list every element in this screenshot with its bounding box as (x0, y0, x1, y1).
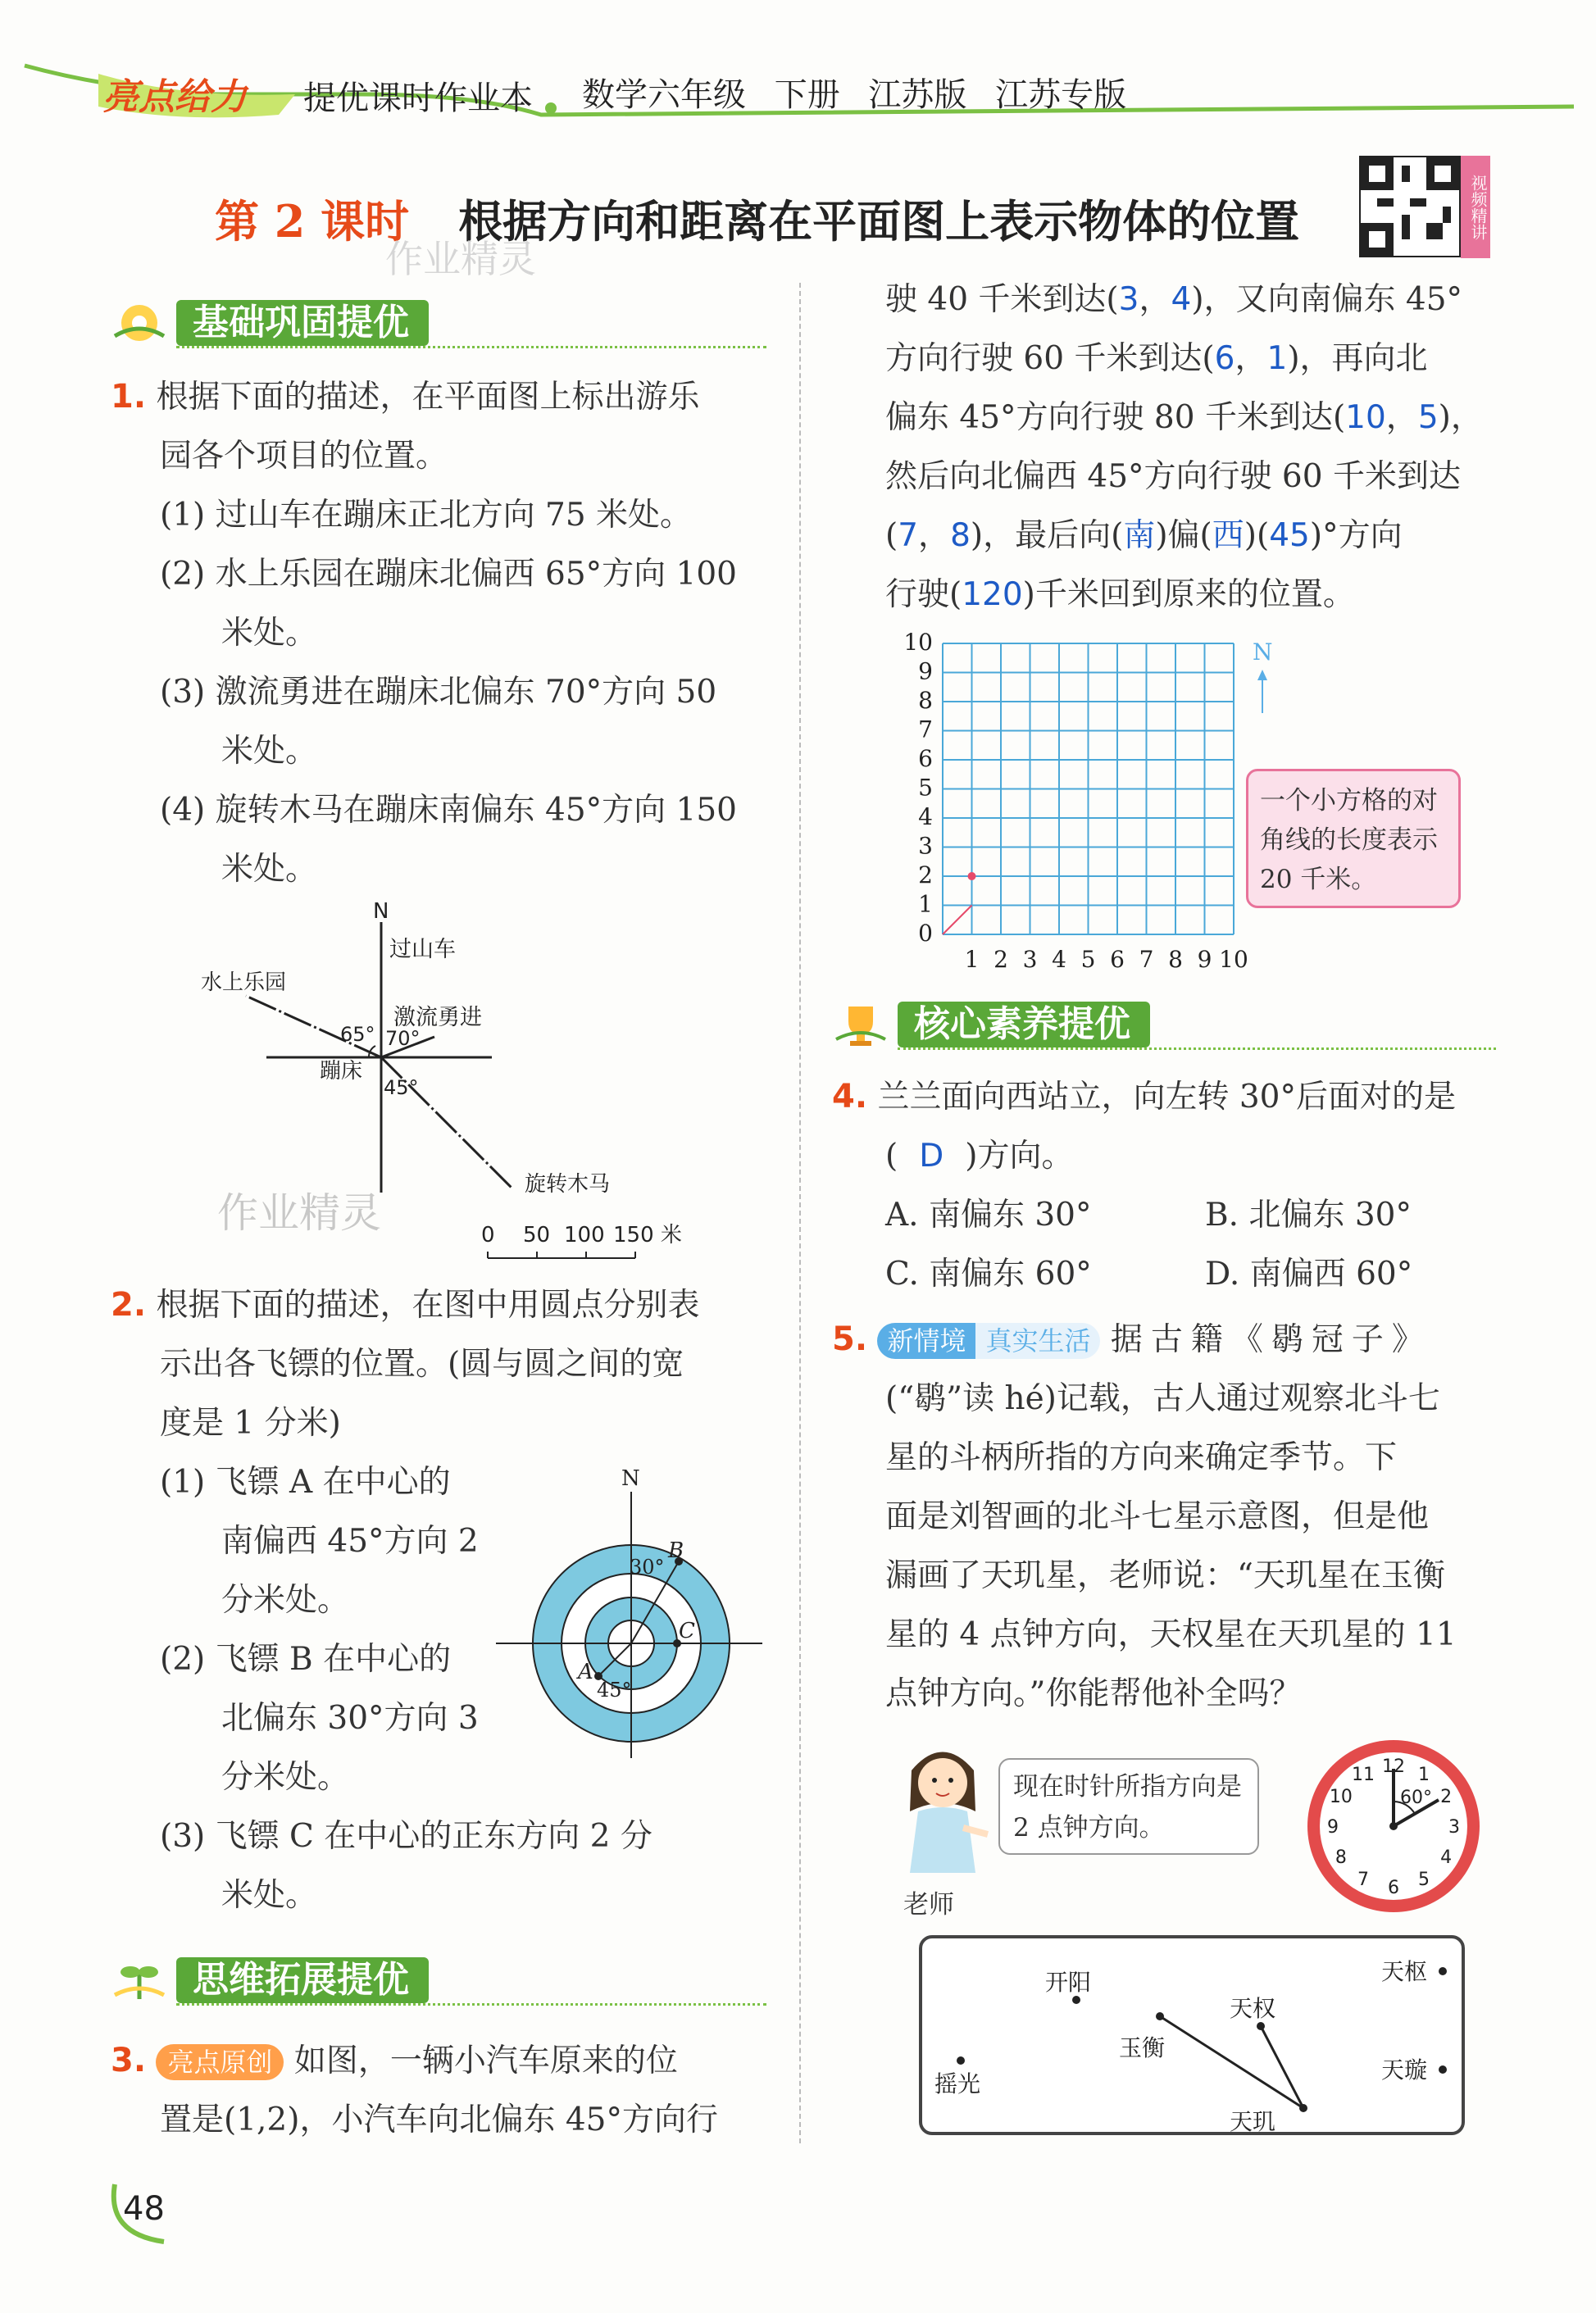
header-subtitle: 提优课时作业本 (303, 80, 533, 117)
angle-45: 45° (384, 1076, 419, 1099)
label-tianji: 天玑 (1230, 2108, 1276, 2135)
section-basic (111, 297, 766, 346)
sprout-icon (111, 1954, 168, 2006)
sub-item-4: (4) 旋转木马在蹦床南偏东 45°方向 150 (160, 792, 737, 829)
scale-note: 一个小方格的对角线的长度表示 20 千米。 (1246, 769, 1461, 908)
question-number: 1. (111, 378, 147, 416)
option-c[interactable]: C. 南偏东 60° (885, 1256, 1092, 1293)
question-number: 2. (111, 1286, 147, 1324)
qr-label: 视频精讲 (1461, 156, 1490, 258)
text: 方向行驶 60 千米到达( (885, 340, 1215, 377)
question-text: 兰兰面向西站立，向左转 30°后面对的是 (877, 1079, 1456, 1116)
label-yuheng: 玉衡 (1119, 2034, 1166, 2061)
y-tick-label: 1 (918, 890, 933, 918)
sub-item-3: (3) 飞镖 C 在中心的正东方向 2 分 (160, 1818, 652, 1855)
question-text: 园各个项目的位置。 (160, 438, 448, 475)
sub-item-4-cont: 米处。 (221, 851, 318, 888)
north-arrow (1246, 635, 1279, 717)
question-text: 点钟方向。”你能帮他补全吗？ (885, 1675, 1302, 1712)
y-tick-label: 4 (918, 803, 933, 830)
label-water-park: 水上乐园 (201, 970, 287, 995)
clock-number: 7 (1357, 1870, 1369, 1891)
text: )，再向北 (1287, 340, 1428, 377)
column-divider (799, 283, 801, 2143)
watermark-top: 作业精灵 (385, 237, 536, 281)
page-header (25, 57, 1574, 131)
label-yaoguang: 摇光 (934, 2070, 981, 2097)
x-tick-label: 2 (994, 946, 1008, 973)
question-text: 置是(1,2)，小汽车向北偏东 45°方向行 (160, 2102, 718, 2138)
question-number: 3. (111, 2042, 147, 2079)
watermark-mid: 作业精灵 (217, 1189, 381, 1237)
question-5 (832, 1310, 1512, 1724)
answer: 120 (962, 576, 1023, 613)
lesson-title: 根据方向和距离在平面图上表示物体的位置 (458, 195, 1300, 248)
question-text: 度是 1 分米) (160, 1405, 341, 1442)
answer: 8 (950, 517, 971, 554)
clock-number: 10 (1329, 1787, 1353, 1807)
text: )°方向 (1309, 517, 1403, 554)
question-text: )方向。 (965, 1138, 1074, 1175)
answer: 4 (1171, 281, 1192, 318)
y-tick-label: 0 (918, 920, 933, 947)
answer: 1 (1266, 340, 1288, 377)
y-tick-label: 2 (918, 861, 933, 888)
clock (1303, 1736, 1492, 1924)
sub-item-1-cont: 分米处。 (221, 1582, 350, 1619)
y-tick-label: 9 (918, 657, 933, 685)
section-title: 基础巩固提优 (176, 300, 429, 346)
big-dipper-map (918, 1934, 1467, 2139)
qr-code[interactable] (1359, 156, 1461, 257)
teacher-label: 老师 (903, 1890, 954, 1920)
answer: 7 (898, 517, 919, 554)
section-title: 思维拓展提优 (176, 1957, 429, 2003)
page-number: 48 (123, 2190, 165, 2228)
text: 然后向北偏西 45°方向行驶 60 千米到达 (885, 458, 1461, 495)
clock-angle: 60° (1400, 1788, 1432, 1808)
sub-item-1: (1) 过山车在蹦床正北方向 75 米处。 (160, 497, 693, 534)
x-tick-label: 6 (1110, 946, 1125, 973)
label-tianxuan: 天璇 (1381, 2056, 1428, 2084)
y-tick-label: 6 (918, 745, 933, 772)
north-label: N (1253, 638, 1273, 666)
question-text: 根据下面的描述，在平面图上标出游乐 (156, 379, 700, 416)
x-tick-label: 10 (1219, 946, 1248, 973)
sub-item-2: (2) 飞镖 B 在中心的 (160, 1641, 452, 1678)
star-kaiyang (1072, 1996, 1080, 2004)
clock-number: 11 (1352, 1764, 1375, 1785)
label-roller-coaster: 过山车 (389, 937, 456, 962)
question-number: 4. (832, 1078, 868, 1116)
angle-45: 45° (597, 1679, 632, 1702)
sub-item-1: (1) 飞镖 A 在中心的 (160, 1464, 451, 1501)
scale-tick: 150 米 (613, 1223, 682, 1247)
clock-number: 9 (1327, 1817, 1339, 1838)
clock-number: 5 (1418, 1870, 1430, 1891)
text: 行驶( (885, 576, 962, 613)
north-label: N (373, 899, 389, 924)
label-tianquan: 天权 (1230, 1995, 1276, 2022)
label-c: C (679, 1619, 695, 1643)
y-tick-label: 7 (918, 716, 933, 743)
sub-item-2-cont: 分米处。 (221, 1759, 350, 1796)
clock-number: 2 (1440, 1787, 1453, 1807)
real-life-tag: 真实生活 (975, 1323, 1100, 1359)
label-a: A (578, 1660, 593, 1684)
option-a[interactable]: A. 南偏东 30° (885, 1197, 1092, 1234)
star-tianshu (1439, 1967, 1447, 1975)
answer: 西 (1212, 517, 1244, 554)
question-1 (111, 367, 766, 899)
clock-number: 8 (1335, 1847, 1347, 1868)
answer: 3 (1118, 281, 1139, 318)
answer: 5 (1417, 399, 1439, 436)
text: )偏( (1155, 517, 1212, 554)
lesson-number: 第 2 课时 (215, 195, 410, 248)
x-tick-label: 3 (1022, 946, 1038, 973)
sub-item-3-cont: 米处。 (221, 1877, 318, 1914)
north-label: N (621, 1466, 640, 1491)
sub-item-2-cont: 北偏东 30°方向 3 (221, 1700, 479, 1737)
question-3-start (111, 2031, 775, 2150)
coordinate-grid (893, 631, 1271, 975)
question-text: (“鹖”读 hé)记载，古人通过观察北斗七 (885, 1380, 1440, 1417)
question-text: 示出各飞镖的位置。(圆与圆之间的宽 (160, 1346, 684, 1383)
clock-number: 6 (1388, 1878, 1399, 1898)
question-text: 据古籍《鹖冠子》 (1110, 1321, 1432, 1358)
star-tianji (1299, 2104, 1307, 2112)
text: )， (1438, 399, 1483, 436)
label-carousel: 旋转木马 (525, 1172, 611, 1197)
question-3-cont: 驶 40 千米到达(3，4)，又向南偏东 45° 方向行驶 60 千米到达(6，1)，再向北 偏东 45°方向行驶 80 千米到达(10，5)， 然后向北偏西 45°方向行驶 60 千米到达 (7，8)，最后向(南)偏(西)(45)°方向 行驶(120)千米回到原来的位置。 (885, 270, 1525, 625)
scale-tick: 100 (564, 1223, 605, 1247)
clock-number: 12 (1382, 1756, 1405, 1777)
question-text: 根据下面的描述，在图中用圆点分别表 (156, 1287, 700, 1324)
option-d[interactable]: D. 南偏西 60° (1205, 1256, 1413, 1293)
brand-logo: 亮点给力 (102, 76, 247, 118)
x-tick-label: 8 (1168, 946, 1183, 973)
start-path (943, 906, 972, 935)
y-tick-label: 8 (918, 687, 933, 714)
section-core (832, 998, 1496, 1047)
text: )千米回到原来的位置。 (1022, 576, 1355, 613)
header-info: 数学六年级 下册 江苏版 江苏专版 (582, 76, 1127, 114)
sub-item-2-cont: 米处。 (221, 615, 318, 652)
y-tick-label: 3 (918, 832, 933, 860)
original-tag: 亮点原创 (156, 2044, 284, 2080)
dartboard-figure (492, 1459, 771, 1770)
new-context-tag: 新情境 (877, 1323, 975, 1359)
answer: D (919, 1138, 944, 1175)
scale-tick: 0 (481, 1223, 495, 1247)
question-text: 如图，一辆小汽车原来的位 (293, 2043, 678, 2079)
x-tick-label: 5 (1080, 946, 1096, 973)
sub-item-3: (3) 激流勇进在蹦床北偏东 70°方向 50 (160, 674, 717, 711)
x-tick-label: 7 (1139, 946, 1154, 973)
sub-item-2: (2) 水上乐园在蹦床北偏西 65°方向 100 (160, 556, 737, 593)
question-text: 面是刘智画的北斗七星示意图，但是他 (885, 1498, 1430, 1535)
label-kaiyang: 开阳 (1045, 1969, 1092, 1996)
star-yaoguang (957, 2056, 965, 2065)
option-b[interactable]: B. 北偏东 30° (1205, 1197, 1412, 1234)
question-4: 4. 兰兰面向西站立，向左转 30°后面对的是 ( D )方向。 A. 南偏东 30° B. 北偏东 30° C. 南偏东 60° D. 南偏西 60° (832, 1067, 1512, 1304)
answer: 6 (1214, 340, 1235, 377)
angle-30: 30° (630, 1556, 665, 1579)
speech-bubble: 现在时针所指方向是 2 点钟方向。 (998, 1758, 1259, 1855)
question-text: 星的斗柄所指的方向来确定季节。下 (885, 1439, 1398, 1476)
answer: 45 (1269, 517, 1310, 554)
question-number: 5. (832, 1320, 868, 1358)
page-corner-decoration (107, 2176, 189, 2250)
x-tick-label: 9 (1197, 946, 1212, 973)
trophy-icon (832, 998, 889, 1051)
teacher-illustration (893, 1738, 992, 1885)
angle-65: 65° (340, 1023, 375, 1046)
start-point (968, 872, 976, 880)
sub-item-3-cont: 米处。 (221, 733, 318, 770)
section-title: 核心素养提优 (898, 1002, 1150, 1047)
gear-icon (111, 297, 168, 349)
question-text: 星的 4 点钟方向，天权星在天玑星的 11 (885, 1616, 1457, 1653)
text: )，最后向( (970, 517, 1124, 554)
label-tianshu: 天枢 (1381, 1958, 1428, 1985)
label-trampoline: 蹦床 (320, 1059, 363, 1084)
text: 偏东 45°方向行驶 80 千米到达( (885, 399, 1346, 436)
scale-tick: 50 (523, 1223, 551, 1247)
text: )，又向南偏东 45° (1191, 281, 1463, 318)
y-tick-label: 5 (918, 774, 933, 802)
section-thinking (111, 1954, 766, 2003)
angle-70: 70° (385, 1027, 421, 1050)
question-text: 漏画了天玑星，老师说：“天玑星在玉衡 (885, 1557, 1445, 1594)
page-title (215, 187, 1299, 250)
answer: 南 (1123, 517, 1156, 554)
text: 驶 40 千米到达( (885, 281, 1119, 318)
x-tick-label: 1 (964, 946, 980, 973)
x-tick-label: 4 (1052, 946, 1066, 973)
y-tick-label: 10 (903, 631, 933, 656)
star-tianxuan (1439, 2065, 1447, 2074)
clock-number: 3 (1448, 1817, 1460, 1838)
clock-number: 1 (1418, 1764, 1430, 1785)
label-rapids: 激流勇进 (393, 1005, 482, 1030)
sub-item-1-cont: 南偏西 45°方向 2 (221, 1523, 479, 1560)
clock-number: 4 (1440, 1847, 1453, 1868)
label-b: B (668, 1538, 684, 1563)
answer: 10 (1345, 399, 1386, 436)
